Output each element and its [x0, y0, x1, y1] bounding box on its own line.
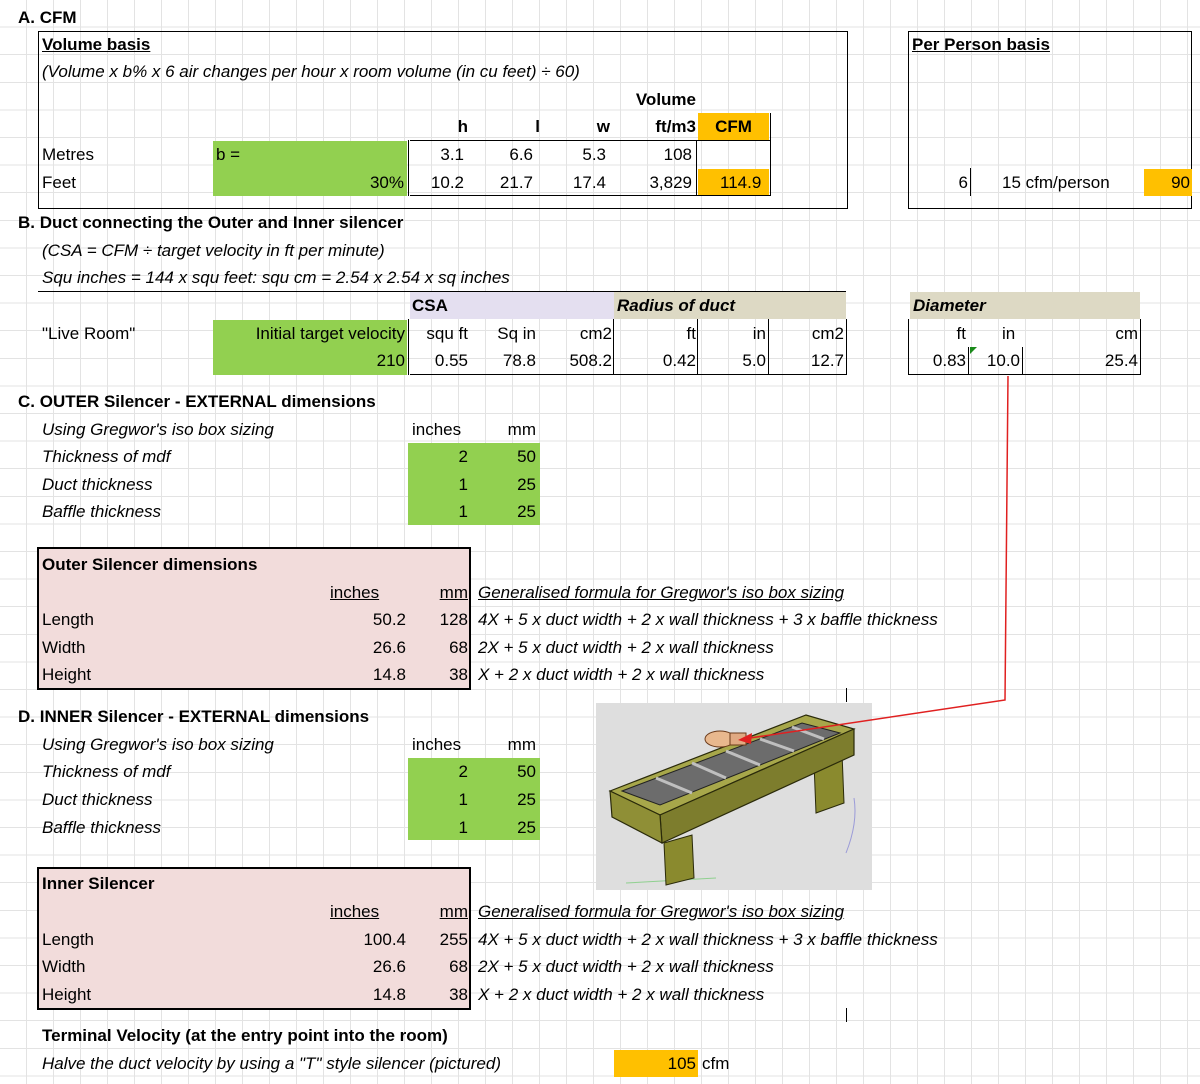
inner-height-label: Height [42, 985, 92, 1004]
hdr-ftm3: ft/m3 [655, 117, 696, 136]
inner-width-formula: 2X + 5 x duct width + 2 x wall thickness [478, 957, 774, 976]
inner-mdf-inches[interactable]: 2 [458, 762, 468, 781]
terminal-velocity-title: Terminal Velocity (at the entry point into the room) [42, 1026, 448, 1045]
outer-height-formula: X + 2 x duct width + 2 x wall thickness [478, 665, 765, 684]
unit-sqin: Sq in [497, 324, 536, 343]
outer-duct-inches[interactable]: 1 [458, 475, 468, 494]
b-label: b = [216, 145, 241, 164]
outer-height-label: Height [42, 665, 92, 684]
inner-row-label: Duct thickness [42, 790, 153, 809]
section-a-title: A. CFM [18, 8, 77, 27]
csa-cm2-value[interactable]: 508.2 [569, 351, 612, 370]
inner-row-label: Baffle thickness [42, 818, 162, 837]
inner-dims-title: Inner Silencer [42, 874, 155, 893]
inner-length-inches[interactable]: 100.4 [363, 930, 406, 949]
outer-dims-inches-header: inches [330, 583, 380, 602]
diameter-cm-value[interactable]: 25.4 [1104, 351, 1138, 370]
outer-duct-mm[interactable]: 25 [517, 475, 536, 494]
radius-ft-value[interactable]: 0.42 [662, 351, 696, 370]
unit-cm2-csa: cm2 [579, 324, 612, 343]
per-person-heading: Per Person basis [912, 35, 1050, 54]
hdr-volume: Volume [635, 90, 696, 109]
initial-target-velocity-label: Initial target velocity [255, 324, 405, 343]
section-c-title: C. OUTER Silencer - EXTERNAL dimensions [18, 392, 376, 411]
inner-dims-mm-header: mm [439, 902, 468, 921]
hdr-h: h [457, 117, 468, 136]
metres-l[interactable]: 6.6 [509, 145, 533, 164]
unit-radius-cm2: cm2 [811, 324, 844, 343]
outer-height-inches[interactable]: 14.8 [372, 665, 406, 684]
outer-sizing-note: Using Gregwor's iso box sizing [42, 420, 274, 439]
radius-header: Radius of duct [617, 296, 736, 315]
outer-formula-title: Generalised formula for Gregwor's iso box sizing [478, 583, 845, 602]
section-d-title: D. INNER Silencer - EXTERNAL dimensions [18, 707, 370, 726]
outer-row-label: Duct thickness [42, 475, 153, 494]
outer-width-formula: 2X + 5 x duct width + 2 x wall thickness [478, 638, 774, 657]
inner-formula-title: Generalised formula for Gregwor's iso box sizing [478, 902, 845, 921]
inner-height-formula: X + 2 x duct width + 2 x wall thickness [478, 985, 765, 1004]
outer-dims-title: Outer Silencer dimensions [42, 555, 258, 574]
inner-duct-inches[interactable]: 1 [458, 790, 468, 809]
unit-diameter-in: in [1002, 324, 1016, 343]
radius-cm-value[interactable]: 12.7 [810, 351, 844, 370]
outer-baffle-mm[interactable]: 25 [517, 502, 536, 521]
outer-mm-header: mm [507, 420, 536, 439]
inner-length-mm[interactable]: 255 [439, 930, 468, 949]
unit-diameter-cm: cm [1115, 324, 1138, 343]
persons-count[interactable]: 6 [958, 173, 968, 192]
feet-w[interactable]: 17.4 [572, 173, 606, 192]
terminal-velocity-unit: cfm [702, 1054, 730, 1073]
outer-length-mm[interactable]: 128 [439, 610, 468, 629]
unit-radius-ft: ft [686, 324, 696, 343]
per-person-total[interactable]: 90 [1171, 173, 1190, 192]
feet-volume[interactable]: 3,829 [649, 173, 692, 192]
outer-dims-mm-header: mm [439, 583, 468, 602]
terminal-velocity-note: Halve the duct velocity by using a "T" style silencer (pictured) [42, 1054, 501, 1073]
inner-baffle-inches[interactable]: 1 [458, 818, 468, 837]
section-b-title: B. Duct connecting the Outer and Inner silencer [18, 213, 404, 232]
outer-length-inches[interactable]: 50.2 [372, 610, 406, 629]
cfm-value[interactable]: 114.9 [720, 173, 762, 192]
outer-width-inches[interactable]: 26.6 [372, 638, 406, 657]
outer-row-label: Baffle thickness [42, 502, 162, 521]
diameter-header: Diameter [913, 296, 986, 315]
csa-sqft-value[interactable]: 0.55 [434, 351, 468, 370]
csa-sqin-value[interactable]: 78.8 [502, 351, 536, 370]
inner-mdf-mm[interactable]: 50 [517, 762, 536, 781]
units-note: Squ inches = 144 x squ feet: squ cm = 2.54 x 2.54 x sq inches [42, 268, 510, 287]
inner-height-mm[interactable]: 38 [449, 985, 468, 1004]
inner-width-mm[interactable]: 68 [449, 957, 468, 976]
unit-sqft: squ ft [426, 324, 468, 343]
live-room-label: "Live Room" [42, 324, 136, 343]
volume-basis-heading: Volume basis [42, 35, 151, 54]
metres-w[interactable]: 5.3 [582, 145, 606, 164]
csa-note: (CSA = CFM ÷ target velocity in ft per minute) [42, 241, 385, 260]
inner-width-inches[interactable]: 26.6 [372, 957, 406, 976]
volume-formula: (Volume x b% x 6 air changes per hour x room volume (in cu feet) ÷ 60) [42, 62, 580, 81]
diameter-ft-value[interactable]: 0.83 [932, 351, 966, 370]
inner-duct-mm[interactable]: 25 [517, 790, 536, 809]
feet-l[interactable]: 21.7 [499, 173, 533, 192]
inner-length-formula: 4X + 5 x duct width + 2 x wall thickness + 3 x baffle thickness [478, 930, 938, 949]
inner-height-inches[interactable]: 14.8 [372, 985, 406, 1004]
outer-inches-header: inches [412, 420, 462, 439]
cfm-per-person[interactable]: 15 cfm/person [1002, 173, 1110, 192]
outer-row-label: Thickness of mdf [42, 447, 171, 466]
hdr-l: l [535, 117, 540, 136]
inner-inches-header: inches [412, 735, 462, 754]
feet-h[interactable]: 10.2 [430, 173, 464, 192]
inner-row-label: Thickness of mdf [42, 762, 171, 781]
unit-diameter-ft: ft [956, 324, 966, 343]
hdr-cfm: CFM [715, 117, 752, 136]
outer-mdf-inches[interactable]: 2 [458, 447, 468, 466]
inner-dims-inches-header: inches [330, 902, 380, 921]
inner-mm-header: mm [507, 735, 536, 754]
outer-length-label: Length [42, 610, 94, 629]
target-velocity-value[interactable]: 210 [376, 351, 405, 370]
diameter-in-value[interactable]: 10.0 [986, 351, 1020, 370]
unit-radius-in: in [752, 324, 766, 343]
inner-sizing-note: Using Gregwor's iso box sizing [42, 735, 274, 754]
outer-length-formula: 4X + 5 x duct width + 2 x wall thickness + 3 x baffle thickness [478, 610, 938, 629]
inner-width-label: Width [42, 957, 86, 976]
b-value[interactable]: 30% [369, 173, 404, 192]
outer-baffle-inches[interactable]: 1 [458, 502, 468, 521]
metres-volume[interactable]: 108 [663, 145, 692, 164]
outer-width-mm[interactable]: 68 [449, 638, 468, 657]
csa-header: CSA [412, 296, 448, 315]
metres-h[interactable]: 3.1 [440, 145, 464, 164]
inner-length-label: Length [42, 930, 94, 949]
outer-height-mm[interactable]: 38 [449, 665, 468, 684]
terminal-velocity-value[interactable]: 105 [667, 1054, 696, 1073]
outer-width-label: Width [42, 638, 86, 657]
feet-label: Feet [42, 173, 77, 192]
hdr-w: w [596, 117, 610, 136]
outer-mdf-mm[interactable]: 50 [517, 447, 536, 466]
radius-in-value[interactable]: 5.0 [742, 351, 766, 370]
inner-baffle-mm[interactable]: 25 [517, 818, 536, 837]
metres-label: Metres [42, 145, 94, 164]
